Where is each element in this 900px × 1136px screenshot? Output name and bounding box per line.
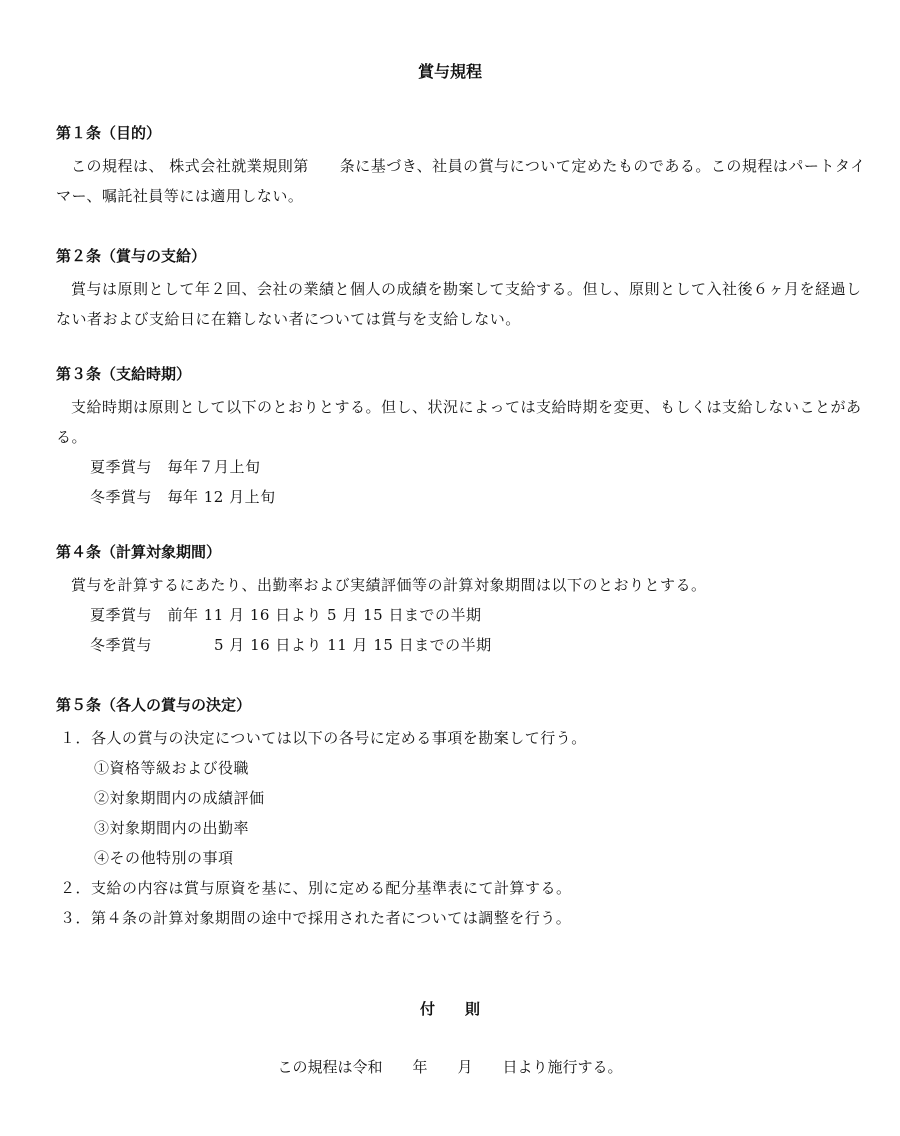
- article-5-subitem-2: ②対象期間内の成績評価: [94, 789, 265, 807]
- appendix-text: この規程は令和 年 月 日より施行する。: [277, 1058, 623, 1076]
- article-4: [56, 540, 866, 660]
- article-2-paragraph: 賞与は原則として年２回、会社の業績と個人の成績を勘案して支給する。但し、原則として入社後６ヶ月を経過しない者および支給日に在籍しない者については賞与を支給しない。: [56, 280, 862, 328]
- appendix-title: 付 則: [419, 1000, 480, 1018]
- article-5-item-3: ３．第４条の計算対象期間の途中で採用された者については調整を行う。: [60, 909, 572, 927]
- summer-bonus-timing: 夏季賞与 毎年７月上旬: [90, 458, 261, 476]
- article-4-paragraph: 賞与を計算するにあたり、出勤率および実績評価等の計算対象期間は以下のとおりとする。: [71, 576, 707, 594]
- article-2: [56, 244, 866, 334]
- article-1-paragraph: この規程は、 株式会社就業規則第 条に基づき、社員の賞与について定めたものである。この規程はパートタイマー、嘱託社員等には適用しない。: [56, 157, 866, 205]
- article-3-paragraph: 支給時期は原則として以下のとおりとする。但し、状況によっては支給時期を変更、もしくは支給しないことがある。: [56, 398, 862, 446]
- summer-bonus-period: 夏季賞与 前年 11 月 16 日より 5 月 15 日までの半期: [90, 606, 482, 624]
- article-5: [56, 693, 870, 933]
- article-5-item-2: ２．支給の内容は賞与原資を基に、別に定める配分基準表にて計算する。: [60, 879, 572, 897]
- article-3: [56, 362, 866, 512]
- article-5-subitem-1: ①資格等級および役職: [94, 759, 250, 777]
- article-2-heading: 第２条（賞与の支給）: [56, 247, 207, 265]
- article-5-item-1: １．各人の賞与の決定については以下の各号に定める事項を勘案して行う。: [60, 729, 587, 747]
- article-5-subitem-3: ③対象期間内の出勤率: [94, 819, 250, 837]
- article-3-heading: 第３条（支給時期）: [56, 365, 192, 383]
- winter-bonus-period: 冬季賞与 5 月 16 日より 11 月 15 日までの半期: [90, 636, 492, 654]
- article-1: [56, 121, 866, 211]
- document-title: 賞与規程: [417, 62, 482, 81]
- winter-bonus-timing: 冬季賞与 毎年 12 月上旬: [90, 488, 276, 506]
- article-1-heading: 第１条（目的）: [56, 124, 162, 142]
- article-5-heading: 第５条（各人の賞与の決定）: [56, 696, 252, 714]
- article-4-heading: 第４条（計算対象期間）: [56, 543, 222, 561]
- article-5-subitem-4: ④その他特別の事項: [94, 849, 234, 867]
